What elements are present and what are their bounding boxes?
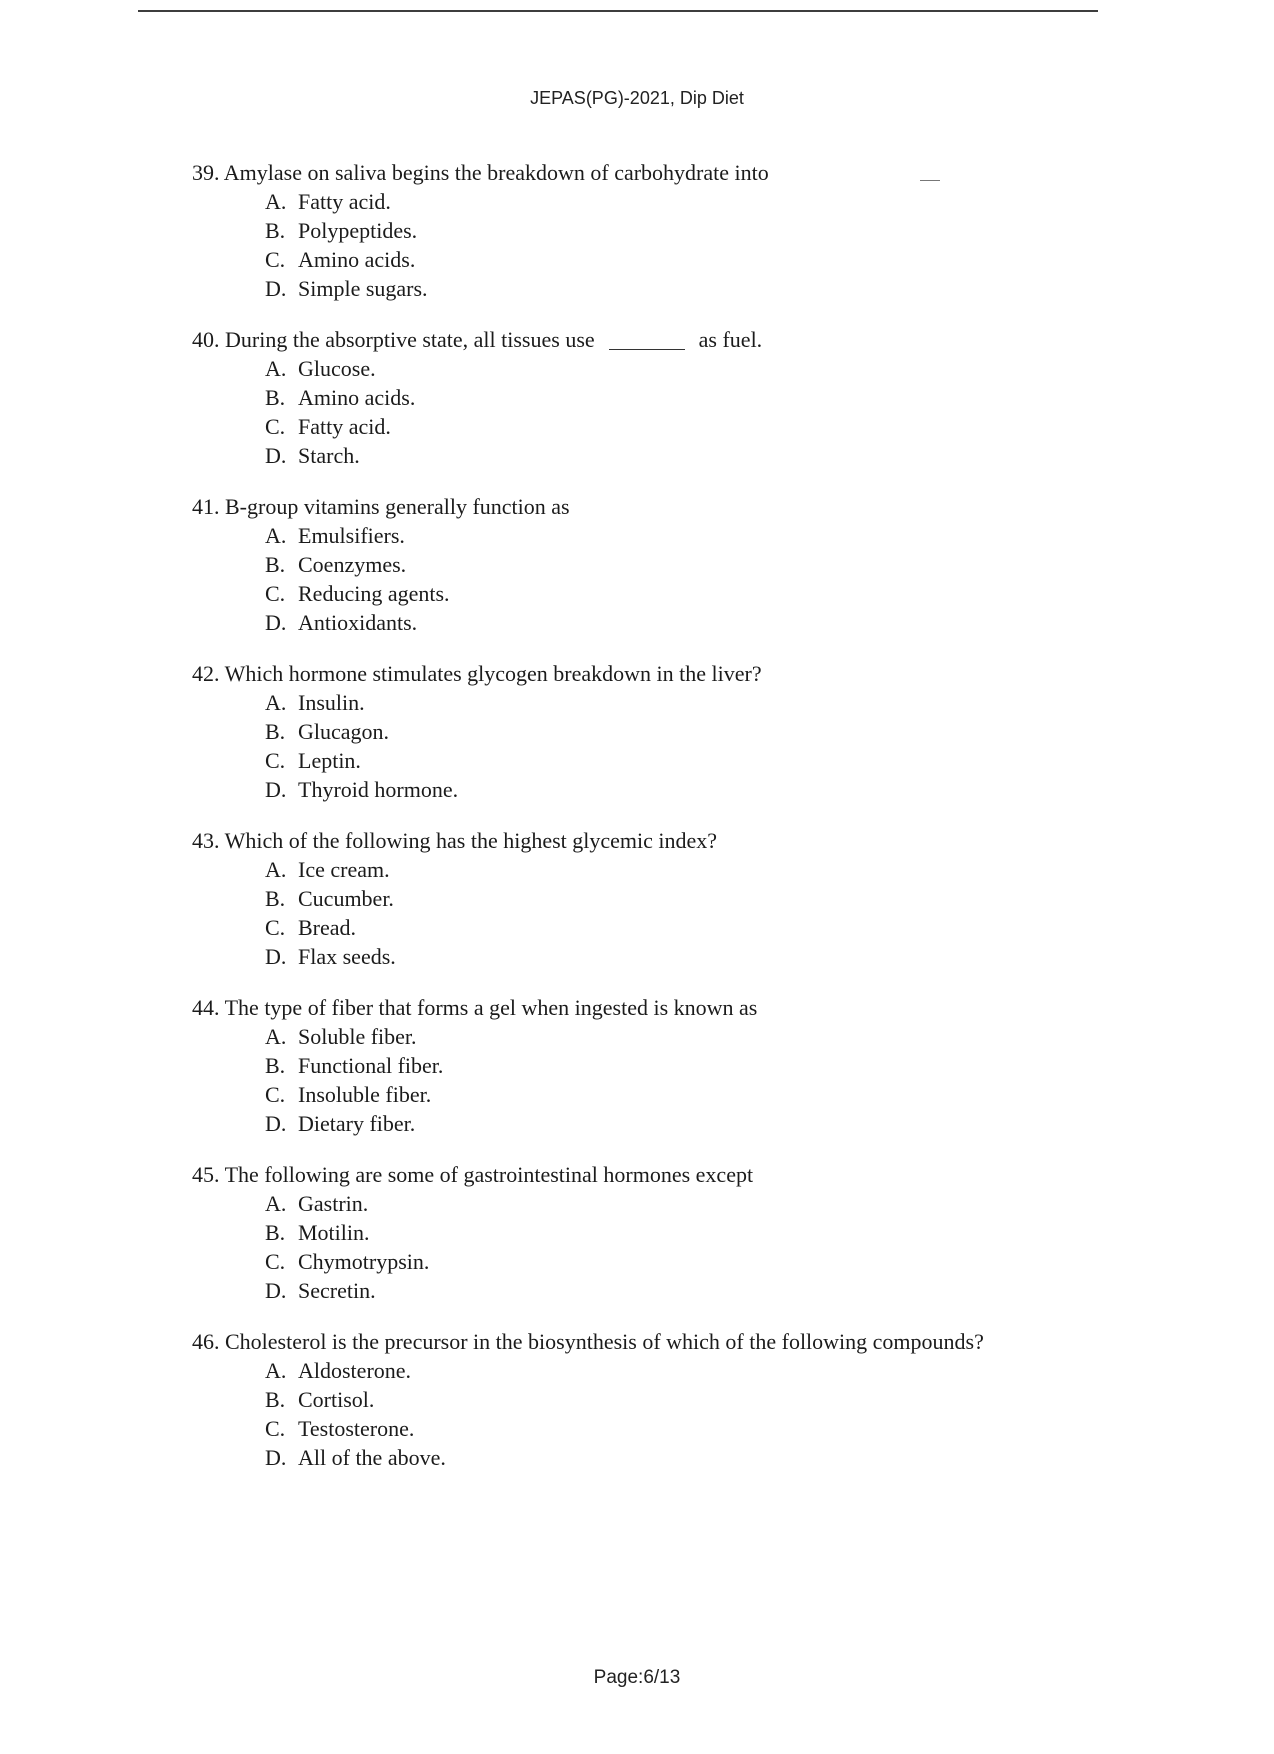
option-letter: A. <box>265 523 287 548</box>
question-41 <box>192 492 1132 637</box>
option-c <box>192 245 1132 274</box>
option-text: Flax seeds. <box>298 944 396 969</box>
question-number: 40. <box>192 327 220 352</box>
option-list <box>192 187 1132 303</box>
top-rule <box>138 10 1098 12</box>
option-a <box>192 354 1132 383</box>
question-text <box>192 325 1132 354</box>
option-c <box>192 746 1132 775</box>
option-letter: C. <box>265 1082 286 1107</box>
option-a <box>192 1022 1132 1051</box>
option-text: Glucose. <box>298 356 376 381</box>
question-number: 42. <box>192 661 220 686</box>
question-body: Which of the following has the highest glycemic index? <box>224 828 718 853</box>
question-43 <box>192 826 1132 971</box>
question-42 <box>192 659 1132 804</box>
question-number: 45. <box>192 1162 220 1187</box>
option-letter: A. <box>265 857 287 882</box>
option-text: Aldosterone. <box>298 1358 412 1383</box>
option-c <box>192 579 1132 608</box>
option-list <box>192 354 1132 470</box>
option-text: Chymotrypsin. <box>298 1249 430 1274</box>
question-45 <box>192 1160 1132 1305</box>
question-text <box>192 492 1132 521</box>
option-list <box>192 855 1132 971</box>
option-b <box>192 383 1132 412</box>
option-text: Thyroid hormone. <box>298 777 459 802</box>
option-letter: B. <box>265 1387 286 1412</box>
option-letter: D. <box>265 610 287 635</box>
question-text <box>192 993 1132 1022</box>
option-d <box>192 1443 1132 1472</box>
option-d <box>192 441 1132 470</box>
option-a <box>192 1189 1132 1218</box>
option-text: Functional fiber. <box>298 1053 444 1078</box>
option-letter: D. <box>265 777 287 802</box>
option-text: Amino acids. <box>298 385 416 410</box>
option-d <box>192 274 1132 303</box>
question-text <box>192 1160 1132 1189</box>
option-d <box>192 1109 1132 1138</box>
option-text: Polypeptides. <box>298 218 418 243</box>
option-letter: B. <box>265 385 286 410</box>
question-44 <box>192 993 1132 1138</box>
question-body-end: as fuel. <box>698 327 763 352</box>
option-text: Fatty acid. <box>298 189 391 214</box>
option-list <box>192 1189 1132 1305</box>
option-b <box>192 1051 1132 1080</box>
option-letter: C. <box>265 247 286 272</box>
option-letter: C. <box>265 581 286 606</box>
page-header: JEPAS(PG)-2021, Dip Diet <box>530 88 744 108</box>
question-text <box>192 826 1132 855</box>
option-text: Motilin. <box>298 1220 370 1245</box>
option-text: Leptin. <box>298 748 361 773</box>
option-b <box>192 884 1132 913</box>
option-a <box>192 1356 1132 1385</box>
option-d <box>192 1276 1132 1305</box>
page-number: Page:6/13 <box>593 1667 681 1688</box>
option-c <box>192 1247 1132 1276</box>
option-a <box>192 187 1132 216</box>
option-text: Fatty acid. <box>298 414 391 439</box>
option-b <box>192 216 1132 245</box>
option-text: Starch. <box>298 443 360 468</box>
option-text: Cortisol. <box>298 1387 375 1412</box>
option-letter: D. <box>265 1111 287 1136</box>
option-text: Cucumber. <box>298 886 394 911</box>
question-body: During the absorptive state, all tissues use <box>225 327 595 352</box>
option-text: Coenzymes. <box>298 552 407 577</box>
question-39 <box>192 158 1132 303</box>
option-text: Ice cream. <box>298 857 390 882</box>
question-40 <box>192 325 1132 470</box>
option-list <box>192 1356 1132 1472</box>
option-text: Insoluble fiber. <box>298 1082 432 1107</box>
question-body: Amylase on saliva begins the breakdown of carbohydrate into <box>223 160 769 185</box>
option-letter: A. <box>265 1191 287 1216</box>
option-text: Gastrin. <box>298 1191 369 1216</box>
option-a <box>192 688 1132 717</box>
option-letter: C. <box>265 414 286 439</box>
option-letter: B. <box>265 1220 286 1245</box>
option-letter: D. <box>265 276 287 301</box>
option-letter: D. <box>265 443 287 468</box>
option-letter: A. <box>265 189 287 214</box>
option-letter: D. <box>265 944 287 969</box>
question-46 <box>192 1327 1132 1472</box>
option-letter: D. <box>265 1278 287 1303</box>
question-text <box>192 659 1132 688</box>
option-d <box>192 608 1132 637</box>
option-c <box>192 1080 1132 1109</box>
option-b <box>192 550 1132 579</box>
option-d <box>192 775 1132 804</box>
question-text <box>192 1327 1132 1356</box>
option-c <box>192 412 1132 441</box>
option-b <box>192 1218 1132 1247</box>
option-letter: D. <box>265 1445 287 1470</box>
question-list <box>192 158 1132 1494</box>
option-a <box>192 855 1132 884</box>
option-letter: B. <box>265 552 286 577</box>
option-c <box>192 1414 1132 1443</box>
question-body: The type of fiber that forms a gel when ingested is known as <box>224 995 758 1020</box>
option-letter: C. <box>265 748 286 773</box>
fill-in-blank <box>609 349 685 350</box>
option-letter: B. <box>265 719 286 744</box>
option-letter: A. <box>265 1358 287 1383</box>
question-body: B-group vitamins generally function as <box>225 494 570 519</box>
option-letter: A. <box>265 690 287 715</box>
question-body: Which hormone stimulates glycogen breakdown in the liver? <box>224 661 762 686</box>
option-letter: C. <box>265 915 286 940</box>
option-letter: B. <box>265 886 286 911</box>
option-text: Soluble fiber. <box>298 1024 417 1049</box>
option-text: Insulin. <box>298 690 365 715</box>
question-number: 43. <box>192 828 220 853</box>
option-letter: C. <box>265 1249 286 1274</box>
option-letter: C. <box>265 1416 286 1441</box>
question-number: 39. <box>192 160 220 185</box>
option-list <box>192 1022 1132 1138</box>
option-letter: B. <box>265 1053 286 1078</box>
option-d <box>192 942 1132 971</box>
option-text: Secretin. <box>298 1278 376 1303</box>
option-b <box>192 1385 1132 1414</box>
option-a <box>192 521 1132 550</box>
option-c <box>192 913 1132 942</box>
option-list <box>192 521 1132 637</box>
option-text: All of the above. <box>298 1445 446 1470</box>
question-text <box>192 158 1132 187</box>
option-text: Glucagon. <box>298 719 390 744</box>
option-text: Testosterone. <box>298 1416 415 1441</box>
question-number: 44. <box>192 995 220 1020</box>
option-text: Amino acids. <box>298 247 416 272</box>
option-letter: B. <box>265 218 286 243</box>
question-number: 41. <box>192 494 220 519</box>
option-letter: A. <box>265 356 287 381</box>
option-text: Emulsifiers. <box>298 523 405 548</box>
option-text: Antioxidants. <box>298 610 418 635</box>
option-letter: A. <box>265 1024 287 1049</box>
question-body: Cholesterol is the precursor in the biosynthesis of which of the following compounds? <box>225 1329 984 1354</box>
option-text: Bread. <box>298 915 357 940</box>
option-text: Simple sugars. <box>298 276 428 301</box>
question-body: The following are some of gastrointestinal hormones except <box>224 1162 754 1187</box>
option-b <box>192 717 1132 746</box>
question-number: 46. <box>192 1329 220 1354</box>
option-text: Reducing agents. <box>298 581 450 606</box>
option-list <box>192 688 1132 804</box>
option-text: Dietary fiber. <box>298 1111 416 1136</box>
